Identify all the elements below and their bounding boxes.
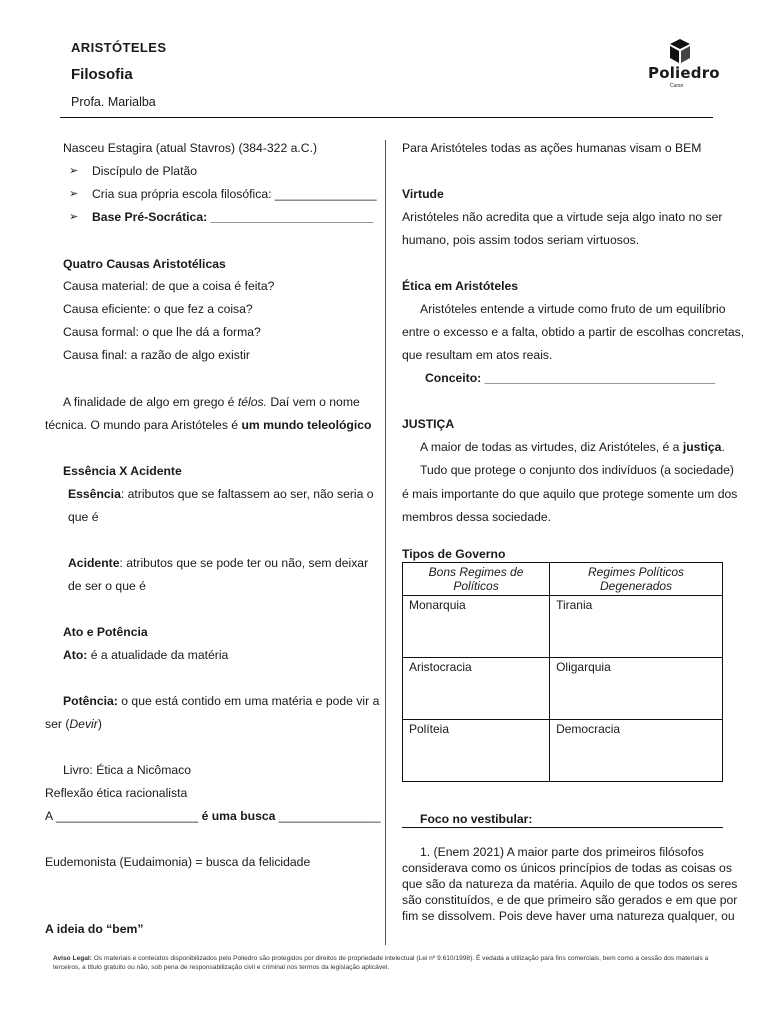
search-text: A _____________________ (45, 809, 202, 823)
telos-text: A finalidade de algo em grego é (63, 395, 238, 409)
book-text: Livro: Ética a Nicômaco (63, 763, 192, 777)
potency-definition (63, 694, 379, 708)
search-text: _______________ (275, 809, 381, 823)
telos-text: Daí vem o nome (266, 395, 360, 409)
ethics-text: Aristóteles entende a virtude como fruto de um equilíbrio (420, 302, 726, 316)
potency-text: ) (97, 717, 102, 731)
concept-line: Conceito: __________________________________ (425, 371, 716, 385)
accident-definition-cont: de ser o que é (68, 579, 146, 593)
accident-term: Acidente (68, 556, 120, 570)
legal-label: Aviso Legal: (53, 955, 92, 962)
table-cell: Políteia (403, 720, 550, 782)
foco-title: Foco no vestibular: (420, 812, 533, 826)
arrow-bullet-icon: ➢ (69, 188, 79, 200)
essence-definition-cont: que é (68, 510, 99, 524)
poliedro-logo (646, 38, 720, 90)
essence-term: Essência (68, 487, 121, 501)
column-divider (385, 140, 386, 945)
cause-item: Causa eficiente: o que fez a coisa? (63, 302, 253, 316)
telos-line-1 (63, 395, 365, 409)
act-term: Ato: (63, 648, 88, 662)
reflection-text: Reflexão ética racionalista (45, 786, 188, 800)
accident-definition (68, 556, 368, 570)
telos-text: técnica. O mundo para Aristóteles é (45, 418, 242, 432)
question-text: 1. (Enem 2021) A maior parte dos primeiros filósofos (420, 845, 704, 859)
bullet-item: Cria sua própria escola filosófica: _______________ (92, 187, 377, 201)
good-text: Para Aristóteles todas as ações humanas visam o BEM (402, 141, 702, 155)
teleological-term: um mundo teleológico (241, 418, 372, 432)
table-row (403, 720, 723, 782)
justice-title: JUSTIÇA (402, 417, 455, 431)
foco-divider (402, 827, 723, 828)
essence-title: Essência X Acidente (63, 464, 182, 478)
essence-definition (68, 487, 374, 501)
government-title: Tipos de Governo (402, 547, 506, 561)
justice-text: membros dessa sociedade. (402, 510, 552, 524)
arrow-bullet-icon: ➢ (69, 165, 79, 177)
table-header: Regimes Políticos Degenerados (550, 563, 723, 596)
table-row (403, 596, 723, 658)
document-subject: ARISTÓTELES (71, 40, 167, 55)
potency-definition-cont (45, 717, 102, 731)
potency-term: Potência: (63, 694, 118, 708)
ethics-text: que resultam em atos reais. (402, 348, 553, 362)
devir-term: Devir (69, 717, 98, 731)
bullet-item: Discípulo de Platão (92, 164, 198, 178)
ethics-title: Ética em Aristóteles (402, 279, 519, 293)
virtue-text: humano, pois assim todos seriam virtuosos. (402, 233, 640, 247)
cause-item: Causa final: a razão de algo existir (63, 348, 250, 362)
cause-item: Causa formal: o que lhe dá a forma? (63, 325, 261, 339)
table-header: Bons Regimes de Políticos (403, 563, 550, 596)
table-cell: Aristocracia (403, 658, 550, 720)
justice-term: justiça (682, 440, 722, 454)
telos-term: télos. (237, 395, 267, 409)
document-teacher: Profa. Marialba (71, 95, 156, 109)
arrow-bullet-icon: ➢ (69, 211, 79, 223)
table-cell: Oligarquia (550, 658, 723, 720)
justice-text: Tudo que protege o conjunto dos indivíduos (a sociedade) (420, 463, 734, 477)
justice-plain: A maior de todas as virtudes, diz Aristóteles, é a (420, 440, 683, 454)
birth-text: Nasceu Estagira (atual Stavros) (384-322 a.C.) (63, 141, 318, 155)
justice-text: é mais importante do que aquilo que protege somente um dos (402, 487, 738, 501)
table-cell: Monarquia (403, 596, 550, 658)
good-idea-title: A ideia do “bem” (45, 922, 144, 936)
causes-title: Quatro Causas Aristotélicas (63, 257, 226, 271)
document-discipline: Filosofia (71, 66, 133, 83)
question-text: considerava como os únicos princípios de todas as coisas os (402, 861, 732, 875)
search-bold: é uma busca (201, 809, 276, 823)
legal-notice (53, 954, 721, 972)
justice-plain: . (721, 440, 725, 454)
logo-subtext: Curso (670, 83, 684, 89)
question-text: são constituídos, e de que primeiro são gerados e em que por (402, 893, 738, 907)
virtue-text: Aristóteles não acredita que a virtude seja algo inato no ser (402, 210, 723, 224)
government-table (402, 562, 723, 782)
virtue-title: Virtude (402, 187, 444, 201)
potency-text: ser ( (45, 717, 70, 731)
question-text: fim se dissolvem. Pois deve haver uma natureza qualquer, ou (402, 909, 735, 923)
search-line (45, 809, 380, 823)
telos-line-2 (45, 418, 371, 432)
question-text: que são da natureza da matéria. Aquilo de que todos os seres (402, 877, 738, 891)
act-definition (63, 648, 228, 662)
table-header-row (403, 563, 723, 596)
act-title: Ato e Potência (63, 625, 148, 639)
bullet-item: Base Pré-Socrática: ________________________ (92, 210, 374, 224)
cube-icon (668, 38, 692, 64)
header-divider (60, 117, 713, 118)
ethics-text: entre o excesso e a falta, obtido a partir de escolhas concretas, (402, 325, 745, 339)
justice-text (420, 440, 725, 454)
act-text: é a atualidade da matéria (87, 648, 229, 662)
legal-text: Os materiais e conteúdos disponibilizados pelo Poliedro são protegidos por direitos de propriedade intelectual (Lei nº 9.610/1998). É vedada a utilização para fins comerciais, bem como a cessão dos materiais a terceiros, a título gratuito ou não, sob pena de responsabilização civil e criminal nos termos da legislação aplicável. (53, 955, 709, 971)
table-cell: Democracia (550, 720, 723, 782)
accident-text: : atributos que se pode ter ou não, sem deixar (119, 556, 369, 570)
logo-text: Poliedro (648, 64, 720, 82)
table-cell: Tirania (550, 596, 723, 658)
cause-item: Causa material: de que a coisa é feita? (63, 279, 275, 293)
essence-text: : atributos que se faltassem ao ser, não seria o (120, 487, 374, 501)
eudaimonia-text: Eudemonista (Eudaimonia) = busca da felicidade (45, 855, 311, 869)
table-row (403, 658, 723, 720)
potency-text: o que está contido em uma matéria e pode vir a (117, 694, 380, 708)
